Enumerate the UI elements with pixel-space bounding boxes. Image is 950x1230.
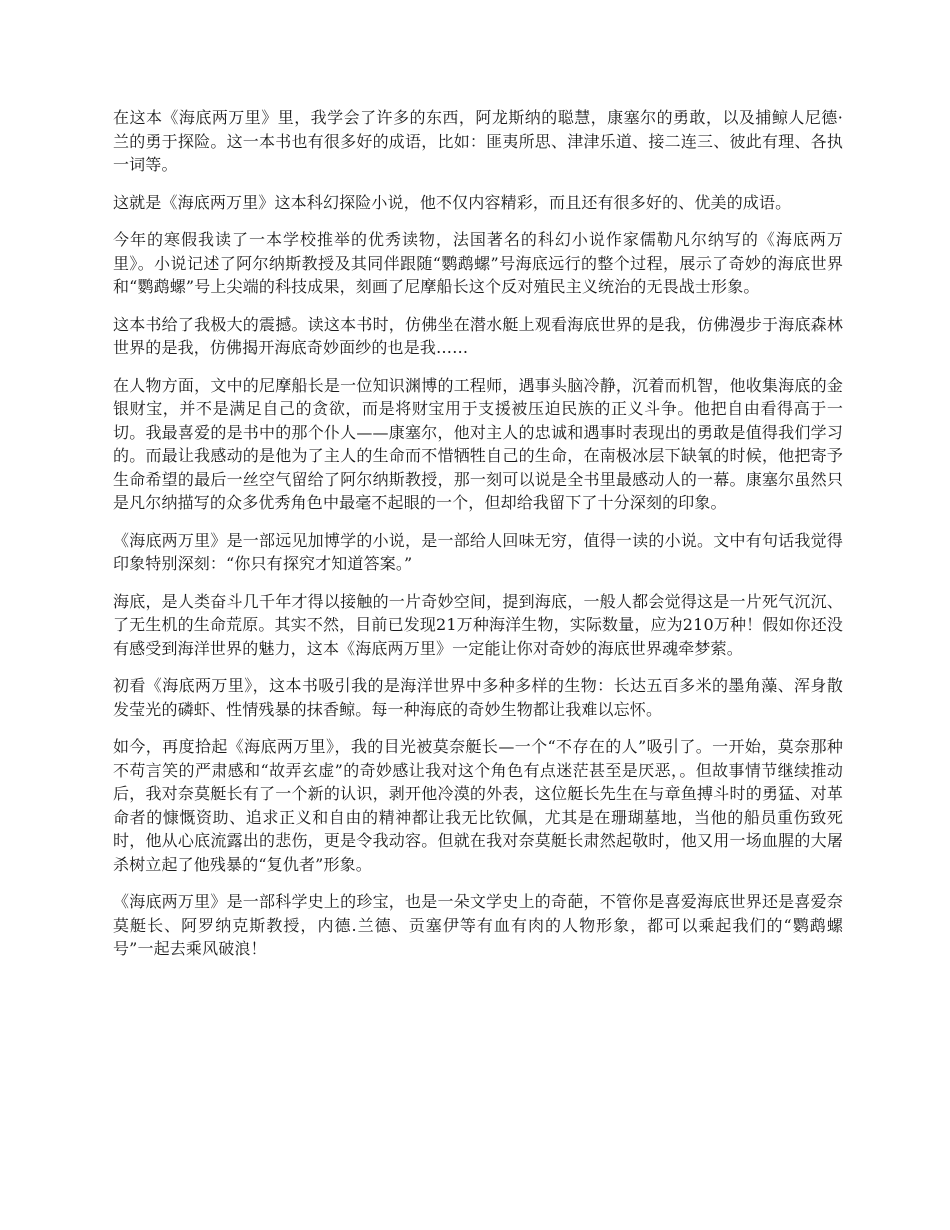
document-body bbox=[113, 106, 843, 975]
paragraph: 海底，是人类奋斗几千年才得以接触的一片奇妙空间，提到海底，一般人都会觉得这是一片死气沉沉、了无生机的生命荒原。其实不然，目前已发现21万种海洋生物，实际数量，应为210万种！假如你还没有感受到海洋世界的魅力，这本《海底两万里》一定能让你对奇妙的海底世界魂牵梦萦。 bbox=[113, 591, 843, 658]
paragraph: 如今，再度拾起《海底两万里》，我的目光被莫奈艇长—一个“不存在的人”吸引了。一开始，莫奈那种不苟言笑的严肃感和“故弄玄虚”的奇妙感让我对这个角色有点迷茫甚至是厌恶，。但故事情节继续推动后，我对奈莫艇长有了一个新的认识，剥开他冷漠的外表，这位艇长先生在与章鱼搏斗时的勇猛、对革命者的慷慨资助、追求正义和自由的精神都让我无比钦佩，尤其是在珊瑚墓地，当他的船员重伤致死时，他从心底流露出的悲伤，更是令我动容。但就在我对奈莫艇长肃然起敬时，他又用一场血腥的大屠杀树立起了他残暴的“复仇者”形象。 bbox=[113, 737, 843, 874]
paragraph: 这本书给了我极大的震撼。读这本书时，仿佛坐在潜水艇上观看海底世界的是我，仿佛漫步于海底森林世界的是我，仿佛揭开海底奇妙面纱的也是我…… bbox=[113, 314, 843, 357]
paragraph: 初看《海底两万里》，这本书吸引我的是海洋世界中多种多样的生物：长达五百多米的墨角藻、浑身散发莹光的磷虾、性情残暴的抹香鲸。每一种海底的奇妙生物都让我难以忘怀。 bbox=[113, 676, 843, 719]
paragraph: 在这本《海底两万里》里，我学会了许多的东西，阿龙斯纳的聪慧，康塞尔的勇敢，以及捕鲸人尼德·兰的勇于探险。这一本书也有很多好的成语，比如：匪夷所思、津津乐道、接二连三、彼此有理、各执一词等。 bbox=[113, 108, 843, 174]
paragraph: 《海底两万里》是一部远见加博学的小说，是一部给人回味无穷，值得一读的小说。文中有句话我觉得印象特别深刻：“你只有探究才知道答案。” bbox=[113, 530, 843, 573]
paragraph: 这就是《海底两万里》这本科幻探险小说，他不仅内容精彩，而且还有很多好的、优美的成语。 bbox=[113, 192, 792, 212]
paragraph: 《海底两万里》是一部科学史上的珍宝，也是一朵文学史上的奇葩，不管你是喜爱海底世界还是喜爱奈莫艇长、阿罗纳克斯教授，内德.兰德、贡塞伊等有血有肉的人物形象，都可以乘起我们的“鹦鹉螺号”一起去乘风破浪！ bbox=[113, 892, 843, 958]
paragraph: 今年的寒假我读了一本学校推举的优秀读物，法国著名的科幻小说作家儒勒凡尔纳写的《海底两万里》。小说记述了阿尔纳斯教授及其同伴跟随“鹦鹉螺”号海底远行的整个过程，展示了奇妙的海底世界和“鹦鹉螺”号上尖端的科技成果，刻画了尼摩船长这个反对殖民主义统治的无畏战士形象。 bbox=[113, 230, 843, 296]
paragraph: 在人物方面，文中的尼摩船长是一位知识渊博的工程师，遇事头脑冷静，沉着而机智，他收集海底的金银财宝，并不是满足自己的贪欲，而是将财宝用于支援被压迫民族的正义斗争。他把自由看得高于一切。我最喜爱的是书中的那个仆人——康塞尔，他对主人的忠诚和遇事时表现出的勇敢是值得我们学习的。而最让我感动的是他为了主人的生命而不惜牺牲自己的生命，在南极冰层下缺氧的时候，他把寄予生命希望的最后一丝空气留给了阿尔纳斯教授，那一刻可以说是全书里最感动人的一幕。康塞尔虽然只是凡尔纳描写的众多优秀角色中最毫不起眼的一个，但却给我留下了十分深刻的印象。 bbox=[113, 375, 843, 512]
